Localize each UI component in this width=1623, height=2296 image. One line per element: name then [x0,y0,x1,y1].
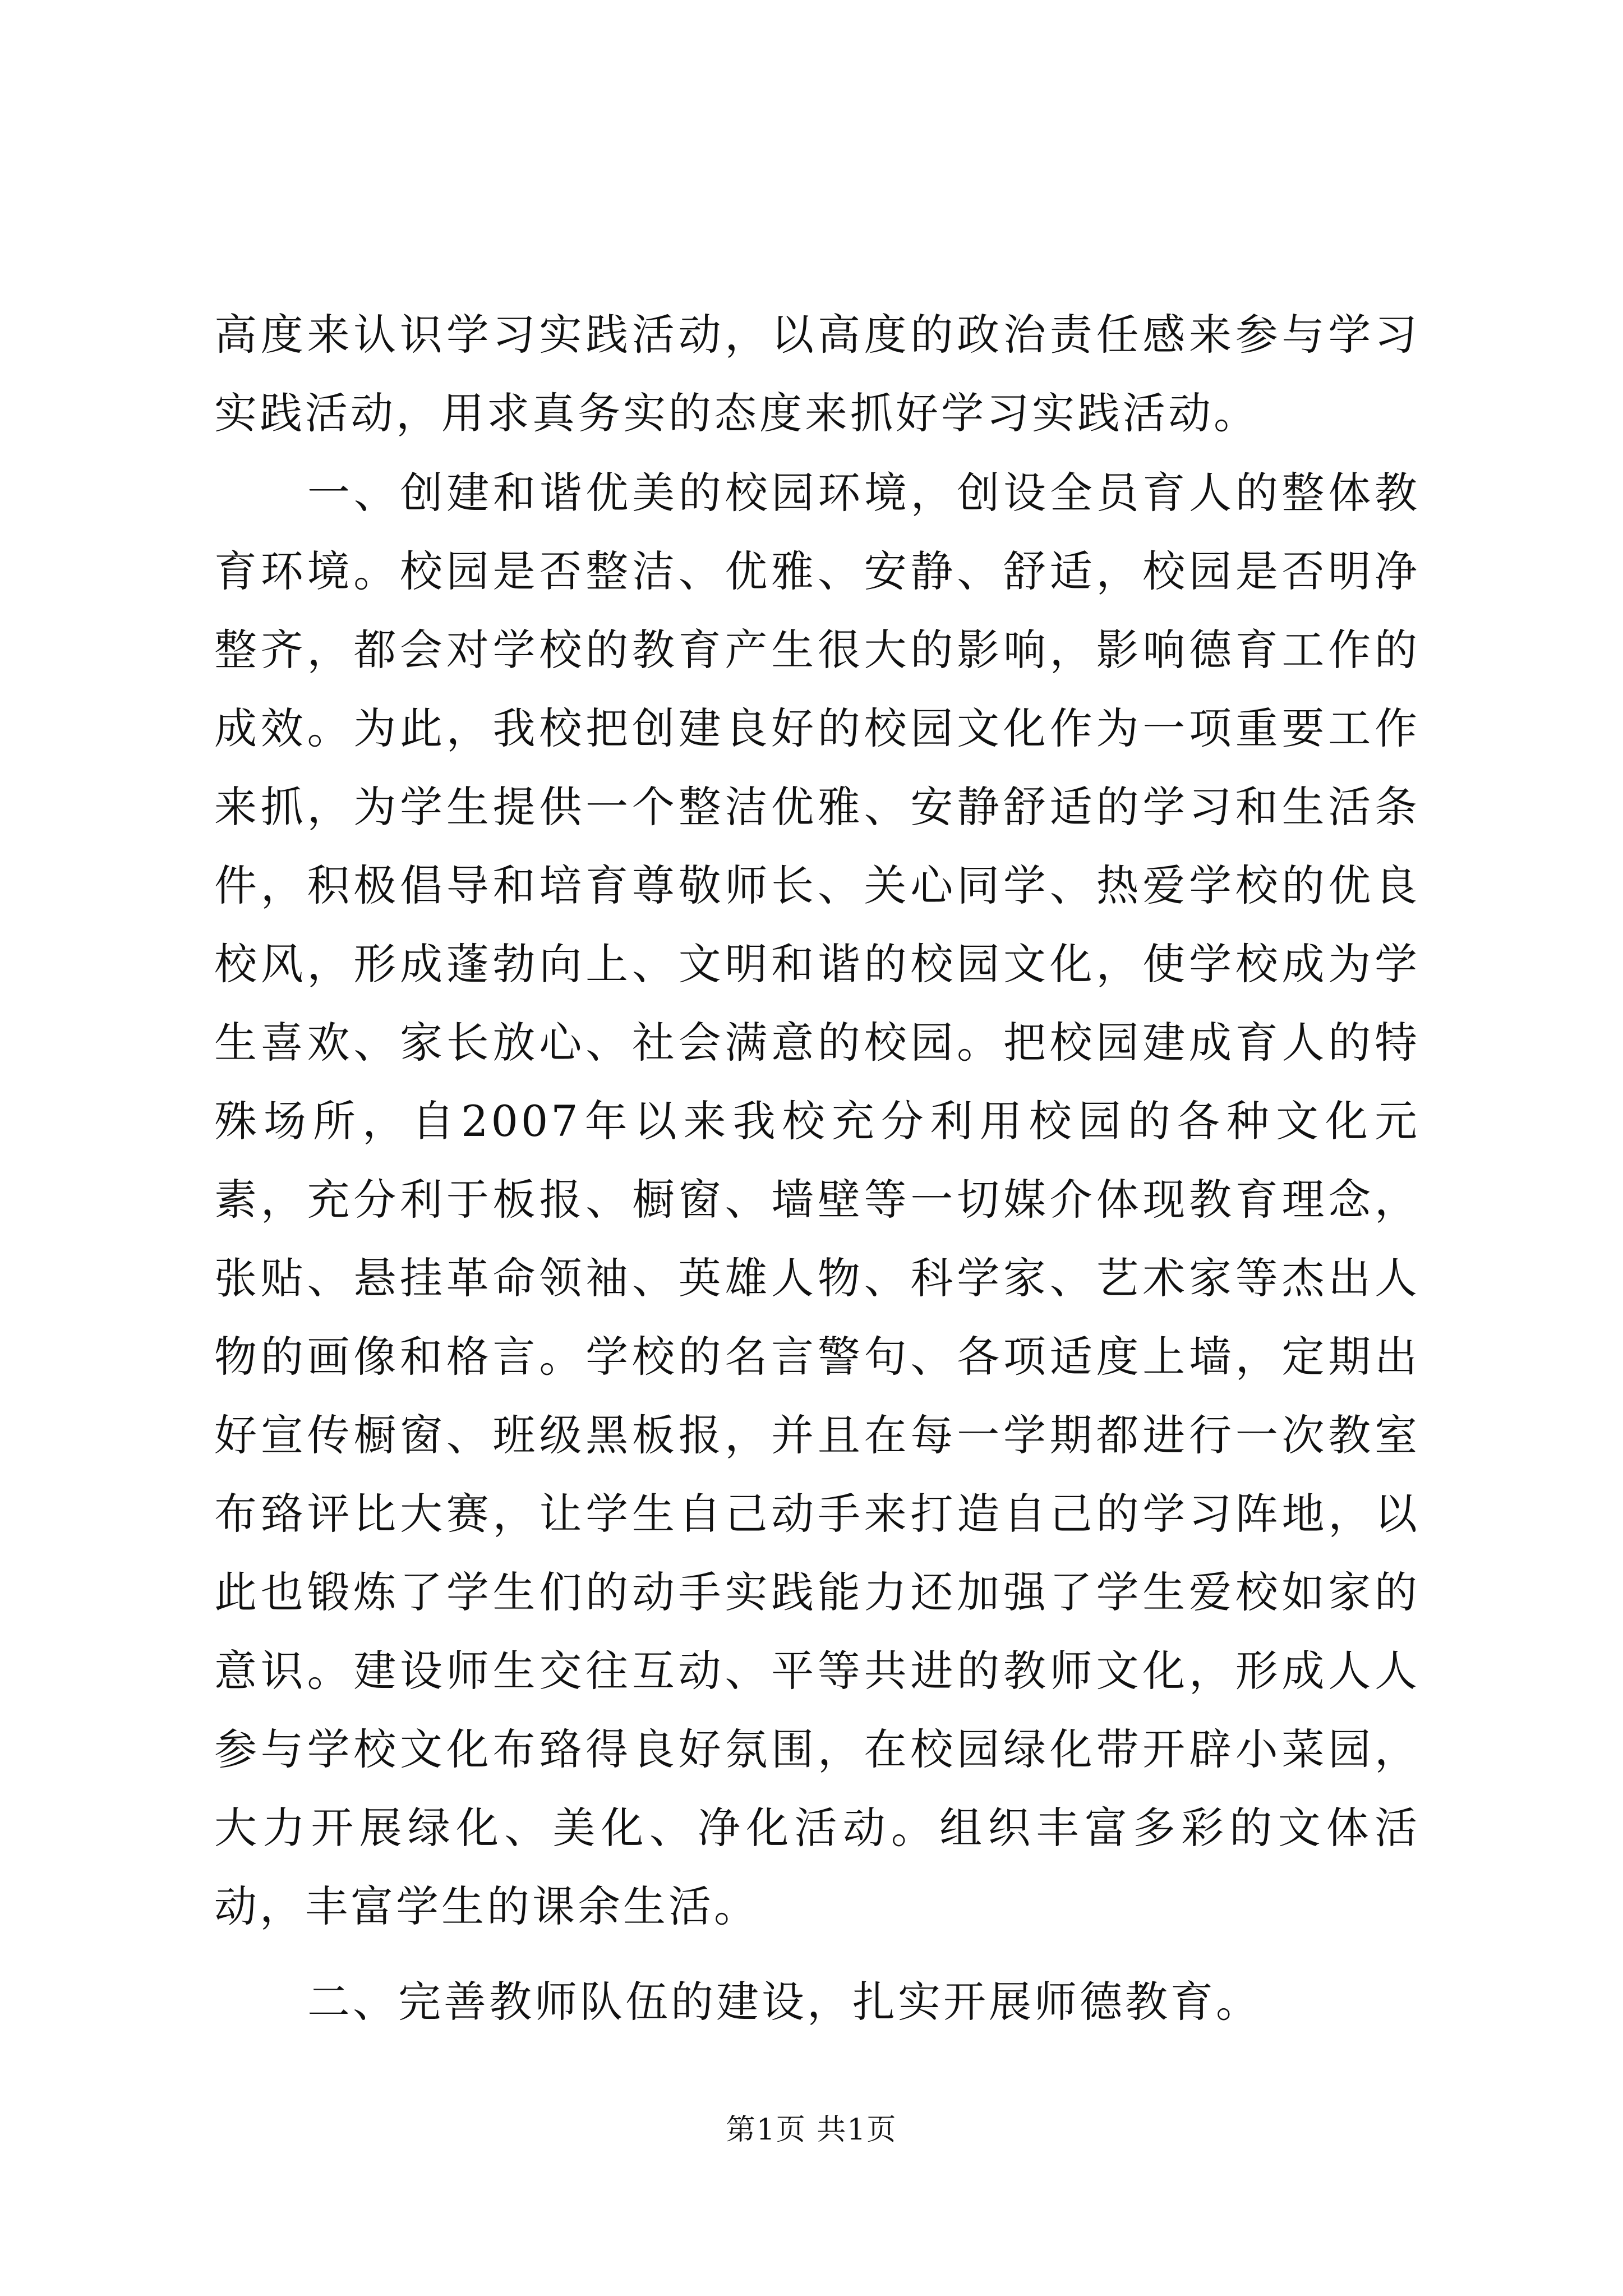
paragraph-continuation: 高度来认识学习实践活动，以高度的政治责任感来参与学习实践活动，用求真务实的态度来抓好学习实践活动。 [214,310,1420,438]
document-body [214,296,1420,2041]
paragraph-section-two-heading: 二、完善教师队伍的建设，扎实开展师德教育。 [307,1977,1261,2027]
page-number-footer: 第1页 共1页 [726,2113,897,2147]
paragraph-section-one: 一、创建和谐优美的校园环境，创设全员育人的整体教育环境。校园是否整洁、优雅、安静、舒适，校园是否明净整齐，都会对学校的教育产生很大的影响，影响德育工作的成效。为此，我校把创建良好的校园文化作为一项重要工作来抓，为学生提供一个整洁优雅、安静舒适的学习和生活条件，积极倡导和培育尊敬师长、关心同学、热爱学校的优良校风，形成蓬勃向上、文明和谐的校园文化，使学校成为学生喜欢、家长放心、社会满意的校园。把校园建成育人的特殊场所，自2007年以来我校充分利用校园的各种文化元素，充分利于板报、橱窗、墙壁等一切媒介体现教育理念，张贴、悬挂革命领袖、英雄人物、科学家、艺术家等杰出人物的画像和格言。学校的名言警句、各项适度上墙，定期出好宣传橱窗、班级黑板报，并且在每一学期都进行一次教室布臵评比大赛，让学生自己动手来打造自己的学习阵地，以此也锻炼了学生们的动手实践能力还加强了学生爱校如家的意识。建设师生交往互动、平等共进的教师文化，形成人人参与学校文化布臵得良好氛围，在校园绿化带开辟小菜园，大力开展绿化、美化、净化活动。组织丰富多彩的文体活动，丰富学生的课余生活。 [214,468,1420,1931]
